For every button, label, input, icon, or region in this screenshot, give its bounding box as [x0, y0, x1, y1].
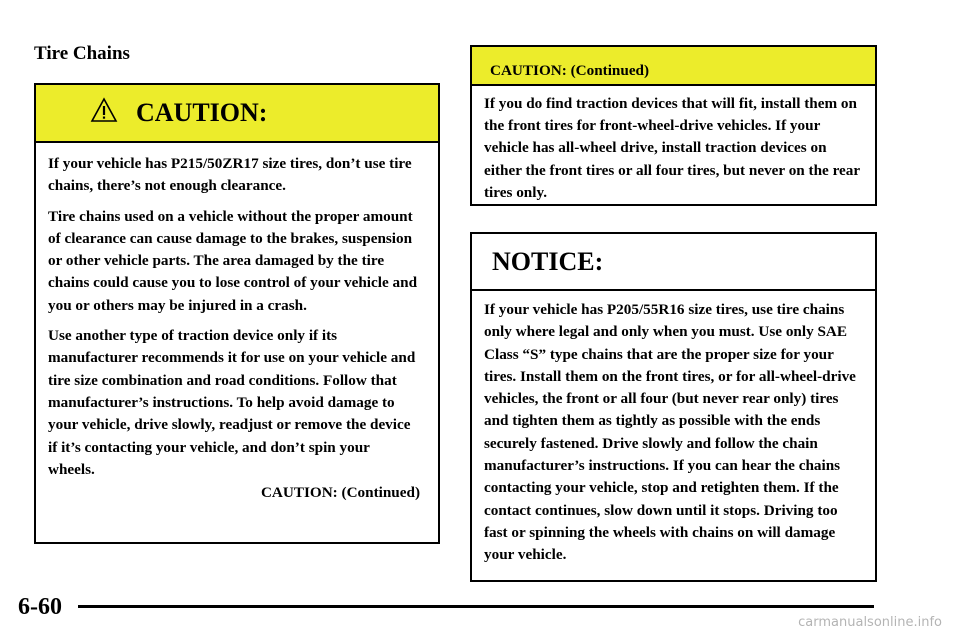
- caution-continued-label: CAUTION: (Continued): [260, 484, 420, 502]
- caution-continued-body: [472, 86, 875, 204]
- notice-body: [472, 291, 875, 567]
- notice-paragraph: If your vehicle has P205/55R16 size tires, use tire chains only where legal and only when you must. Use only SAE Class “S” type chains that are the proper size for your tires. Install them on the front tires, or for all-wheel-drive vehicles, the front or all four (but never rear only) tires and tighten them as tightly as possible with the ends securely fastened. Drive slowly and follow the chain manufacturer’s instructions. If you can hear the chains contacting your vehicle, stop and retighten them. If the contact continues, slow down until it stops. Driving too fast or spinning the wheels with chains on will damage your vehicle.: [484, 301, 856, 564]
- caution-body: [36, 143, 438, 504]
- caution-paragraph: Tire chains used on a vehicle without the proper amount of clearance can cause damage to the brakes, suspension or other vehicle parts. The area damaged by the tire chains could cause you to lose control of your vehicle and you or others may be injured in a crash.: [48, 207, 418, 314]
- section-title: Tire Chains: [34, 43, 130, 64]
- caution-title: CAUTION:: [136, 98, 268, 127]
- caution-box: [34, 83, 440, 544]
- page-number: 6-60: [18, 594, 62, 620]
- notice-title: NOTICE:: [492, 247, 604, 276]
- caution-continued-box: [470, 45, 877, 206]
- footer-rule: [78, 605, 874, 608]
- watermark-text: carmanualsonline.info: [798, 615, 942, 630]
- caution-continued-title: CAUTION: (Continued): [490, 62, 650, 79]
- caution-header: [36, 85, 438, 143]
- notice-box: [470, 232, 877, 582]
- caution-continued-paragraph: If you do find traction devices that will fit, install them on the front tires for front-wheel-drive vehicles. If your vehicle has all-wheel drive, install traction devices on either the front tires or all four tires, but never on the rear tires only.: [484, 95, 860, 201]
- caution-paragraph: Use another type of traction device only if its manufacturer recommends it for use on your vehicle and tire size combination and road conditions. Follow that manufacturer’s instructions. To help avoid damage to your vehicle, drive slowly, readjust or remove the device if it’s contacting your vehicle, and don’t spin your wheels.: [48, 327, 416, 478]
- warning-triangle-icon: [90, 97, 118, 123]
- notice-header: [472, 234, 875, 291]
- caution-continued-header: [472, 47, 875, 86]
- caution-paragraph: If your vehicle has P215/50ZR17 size tires, don’t use tire chains, there’s not enough clearance.: [48, 155, 412, 195]
